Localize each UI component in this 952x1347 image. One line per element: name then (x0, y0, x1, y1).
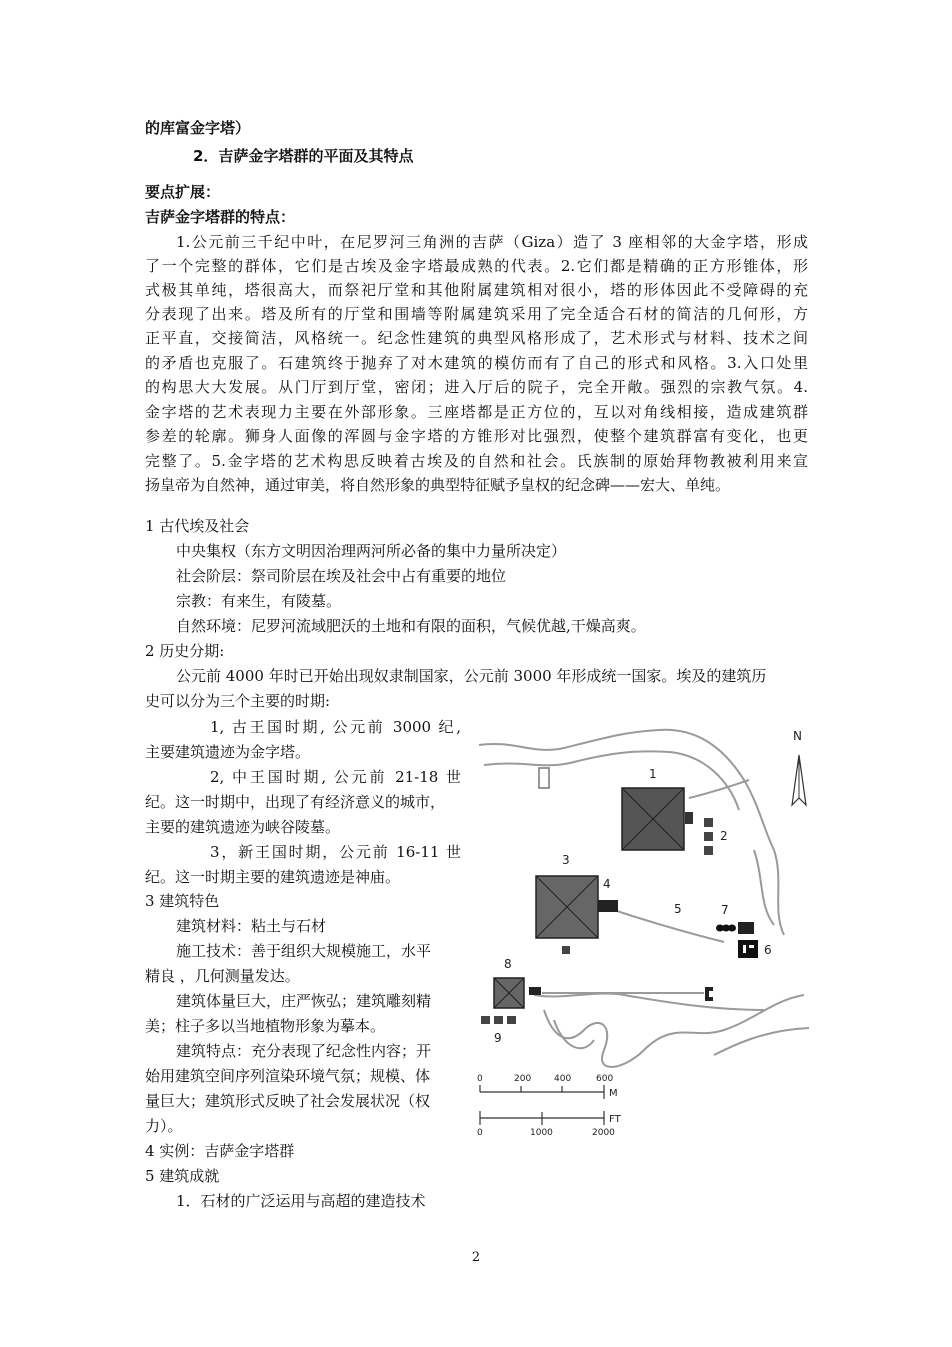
section-heading: 2．吉萨金字塔群的平面及其特点 (193, 147, 414, 165)
scale-ft-tick: 2000 (592, 1128, 615, 1138)
giza-site-plan-figure (474, 710, 814, 1145)
period-item: 纪。这一时期主要的建筑遗迹是神庙。 (145, 868, 401, 886)
pyramid-khufu (622, 788, 693, 850)
period-item: 1, 古王国时期, 公元前 3000 纪, (210, 718, 461, 736)
north-label: N (793, 729, 802, 743)
outline-item: 建筑材料：粘土与石材 (176, 917, 327, 935)
paragraph-line: 的矛盾也克服了。石建筑终于抛弃了对木建筑的模仿而有了自己的形式和风格。3.入口处里 (145, 354, 808, 372)
scale-ft-tick: 0 (477, 1128, 483, 1138)
scale-m-unit: M (609, 1088, 618, 1099)
label-2: 2 (720, 829, 728, 843)
outline-item: 3 建筑特色 (145, 892, 220, 910)
causeway-line (614, 910, 724, 942)
queens-pyramids-menkaure (481, 1016, 516, 1024)
paragraph-line: 扬皇帝为自然神，通过审美，将自然形象的典型特征赋予皇权的纪念碑——宏大、单纯。 (145, 476, 731, 494)
pyramid-menkaure (494, 978, 541, 1008)
outline-item: 1 古代埃及社会 (145, 517, 250, 535)
paragraph-line: 了一个完整的群体，它们是古埃及金字塔最成熟的代表。2.它们都是精确的正方形锥体，形 (145, 257, 808, 275)
label-4: 4 (603, 877, 611, 891)
outline-item: 公元前 4000 年时已开始出现奴隶制国家，公元前 3000 年形成统一国家。埃及的建筑历 (176, 667, 767, 685)
outline-item: 自然环境：尼罗河流域肥沃的土地和有限的面积，气候优越,干燥高爽。 (176, 617, 646, 635)
small-tomb (562, 946, 570, 954)
paragraph-line: 式极其单纯，塔很高大，而祭祀厅堂和其他附属建筑相对很小，塔的形体因此不受障碍的充 (145, 281, 808, 299)
label-7: 7 (721, 903, 729, 917)
scale-m-tick: 0 (477, 1074, 483, 1084)
key-points-heading: 要点扩展： (145, 183, 221, 201)
sphinx-marker (716, 925, 736, 932)
valley-temple-menkaure (705, 987, 713, 1001)
period-item: 2, 中王国时期, 公元前 21-18 世 (210, 768, 461, 786)
outline-item: 史可以分为三个主要的时期: (145, 692, 331, 710)
period-item: 3，新王国时期，公元前 16-11 世 (210, 843, 461, 861)
page-number: 2 (471, 1250, 481, 1265)
fragment-heading: 的库富金字塔） (145, 119, 251, 137)
paragraph-line: 参差的轮廓。狮身人面像的浑圆与金字塔的方锥形对比强烈，使整个建筑群富有变化，也更 (145, 427, 808, 445)
tomb-outline (539, 768, 549, 788)
track-line (689, 780, 749, 798)
outline-item: 社会阶层：祭司阶层在埃及社会中占有重要的地位 (176, 567, 507, 585)
outline-item: 宗教：有来生，有陵墓。 (176, 592, 342, 610)
valley-temple (738, 922, 758, 958)
scale-m-tick: 400 (554, 1074, 572, 1084)
paragraph-line: 金字塔的艺术表现力主要在外部形象。三座塔都是正方位的，互以对角线相接，造成建筑群 (145, 403, 808, 421)
outline-item: 2 历史分期: (145, 642, 225, 660)
scale-ft-tick: 1000 (530, 1128, 553, 1138)
outline-item: 建筑体量巨大，庄严恢弘；建筑雕刻精 (176, 992, 432, 1010)
period-item: 主要建筑遗迹为金字塔。 (145, 743, 311, 761)
track-line (754, 850, 774, 925)
outline-item: 1．石材的广泛运用与高超的建造技术 (176, 1192, 426, 1210)
scale-m-tick: 200 (514, 1074, 532, 1084)
outline-item: 建筑特点：充分表现了纪念性内容；开 (176, 1042, 432, 1060)
outline-item: 始用建筑空间序列渲染环境气氛；规模、体 (145, 1067, 431, 1085)
outline-item: 中央集权（东方文明因治理两河所必备的集中力量所决定） (176, 542, 567, 560)
queens-pyramids-group (704, 818, 713, 855)
outline-item: 施工技术：善于组织大规模施工，水平 (176, 942, 432, 960)
outline-item: 5 建筑成就 (145, 1167, 220, 1185)
paragraph-line: 分表现了出来。塔及所有的厅堂和围墙等附属建筑采用了完全适合石材的简洁的几何形，方 (145, 305, 808, 323)
scale-ft-unit: FT (609, 1114, 621, 1125)
paragraph-line: 1.公元前三千纪中叶，在尼罗河三角洲的吉萨（Giza）造了 3 座相邻的大金字塔，形成 (176, 233, 808, 251)
scale-m-tick: 600 (596, 1074, 614, 1084)
paragraph-line: 正平直，交接简洁，风格统一。纪念性建筑的典型风格形成了，艺术形式与材料、技术之间 (145, 329, 808, 347)
label-5: 5 (674, 902, 682, 916)
outline-item: 力）。 (145, 1117, 183, 1135)
desert-edge-contour (544, 995, 804, 1067)
label-8: 8 (504, 957, 512, 971)
label-1: 1 (649, 767, 657, 781)
scale-bar-feet (480, 1111, 604, 1125)
features-heading: 吉萨金字塔群的特点： (145, 208, 296, 226)
north-arrow-icon (792, 755, 806, 805)
outline-item: 精良 ，几何测量发达。 (145, 967, 300, 985)
paragraph-line: 完整了。5.金字塔的艺术构思反映着古埃及的自然和社会。氏族制的原始拜物教被利用来宣 (145, 452, 808, 470)
period-item: 主要的建筑遗迹为峡谷陵墓。 (145, 818, 341, 836)
outline-item: 量巨大；建筑形式反映了社会发展状况（权 (145, 1092, 431, 1110)
label-6: 6 (764, 943, 772, 957)
causeway-contour (534, 994, 764, 1010)
outline-item: 4 实例：吉萨金字塔群 (145, 1142, 295, 1160)
period-item: 纪。这一时期中，出现了有经济意义的城市， (145, 793, 446, 811)
desert-edge-contour (714, 1028, 809, 1055)
quarry-contour (554, 1020, 594, 1048)
label-9: 9 (494, 1031, 502, 1045)
label-3: 3 (562, 853, 570, 867)
outline-item: 美；柱子多以当地植物形象为摹本。 (145, 1017, 386, 1035)
scale-bar-meters (480, 1085, 604, 1099)
paragraph-line: 的构思大大发展。从门厅到厅堂，密闭；进入厅后的院子，完全开敞。强烈的宗教气氛。4. (145, 378, 808, 396)
plateau-contour (484, 751, 739, 810)
